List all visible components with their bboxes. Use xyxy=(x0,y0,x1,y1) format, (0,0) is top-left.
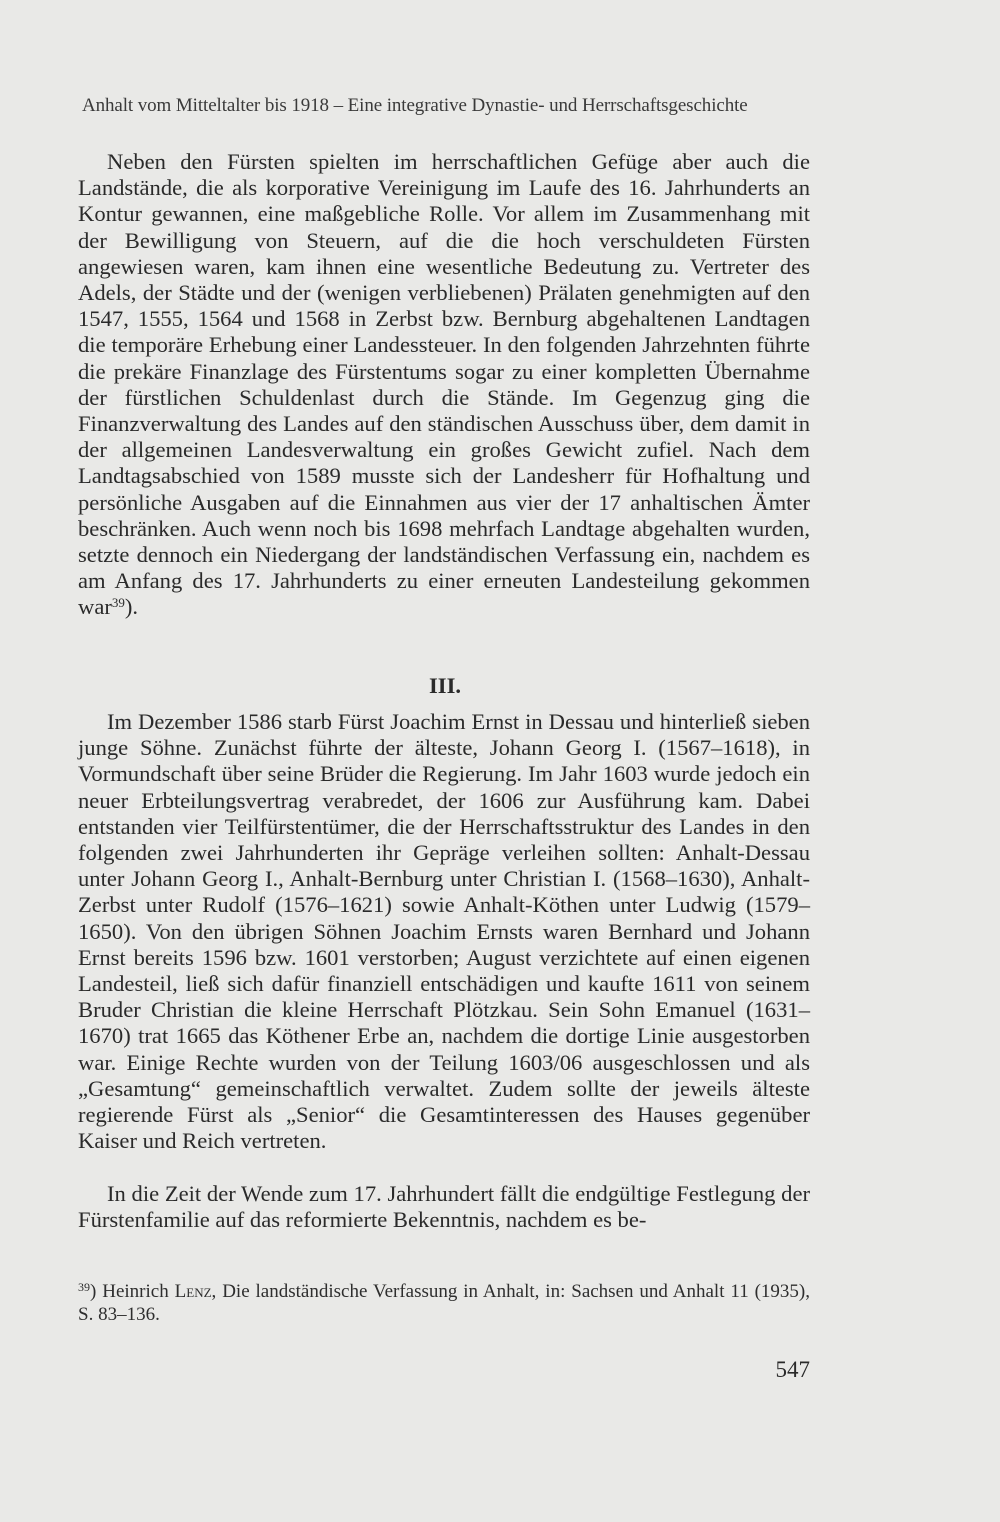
paragraph-text-end: ). xyxy=(124,594,139,620)
paragraph-text: Neben den Fürsten spielten im herrschaftlichen Gefüge aber auch die Landstände, die als korporative Vereinigung im Laufe des 16. Jahrhunderts an Kontur gewannen, eine maßgebliche Rolle. Vor allem im Zusammenhang mit der Bewilligung von Steuern, auf die die hoch verschuldeten Fürsten angewiesen waren, kam ihnen eine wesentliche Bedeutung zu. Vertreter des Adels, der Städte und der (wenigen verbliebenen) Prälaten genehmigten auf den 1547, 1555, 1564 und 1568 in Zerbst bzw. Bernburg abgehaltenen Landtagen die temporäre Erhebung einer Landessteuer. In den folgenden Jahrzehnten führte die prekäre Finanzlage des Fürstentums sogar zu einer kompletten Übernahme der fürstlichen Schuldenlast durch die Stände. Im Gegenzug ging die Finanzverwaltung des Landes auf den ständischen Ausschuss über, dem damit in der allgemeinen Landesverwaltung ein großes Gewicht zufiel. Nach dem Landtagsabschied von 1589 musste sich der Landesherr für Hofhaltung und persönliche Ausgaben auf die Einnahmen aus vier der 17 anhaltischen Ämter beschränken. Auch wenn noch bis 1698 mehrfach Landtage abgehalten wurden, setzte dennoch ein Niedergang der landständischen Verfassung ein, nachdem es am Anfang des 17. Jahrhunderts zu einer erneuten Landesteilung gekommen war xyxy=(78,149,810,620)
footnote-author-last: Lenz xyxy=(174,1281,212,1302)
page-number: 547 xyxy=(775,1357,810,1382)
footnote-text: , Die landständische Verfassung in Anhalt, in: Sachsen und Anhalt 11 (1935), S. 83–136. xyxy=(78,1281,811,1325)
body-paragraph: Im Dezember 1586 starb Fürst Joachim Ernst in Dessau und hinterließ sieben junge Söhne. Zunächst führte der älteste, Johann Georg I. (1567–1618), in Vormundschaft über seine Brüder die Regierung. Im Jahr 1603 wurde jedoch ein neuer Erbteilungsvertrag verabredet, der 1606 zur Ausführung kam. Dabei entstanden vier Teilfürstentümer, die der Herrschaftsstruktur des Landes in den folgenden zwei Jahrhunderten ihr Gepräge verleihen sollten: Anhalt-Dessau unter Johann Georg I., Anhalt-Bernburg unter Christian I. (1568–1630), Anhalt-Zerbst unter Rudolf (1576–1621) sowie Anhalt-Köthen unter Ludwig (1579–1650). Von den übrigen Söhnen Joachim Ernsts waren Bernhard und Johann Ernst bereits 1596 bzw. 1601 verstorben; August verzichtete auf einen eigenen Landesteil, ließ sich dafür finanziell entschädigen und kaufte 1611 von seinem Bruder Christian die kleine Herrschaft Plötzkau. Sein Sohn Emanuel (1631–1670) trat 1665 das Köthener Erbe an, nachdem die dortige Linie ausgestorben war. Einige Rechte wurden von der Teilung 1603/06 ausgeschlossen und als „Gesamtung“ gemeinschaftlich verwaltet. Zudem sollte der jeweils älteste regierende Fürst als „Senior“ die Gesamtinteressen des Hauses gegenüber Kaiser und Reich vertreten. xyxy=(78,709,810,1154)
running-head: Anhalt vom Mitteltalter bis 1918 – Eine integrative Dynastie- und Herrschaftsgeschichte xyxy=(82,95,748,116)
footnote xyxy=(78,1280,810,1326)
footnote-mark: 39 xyxy=(78,1280,90,1294)
body-paragraph: In die Zeit der Wende zum 17. Jahrhundert fällt die endgültige Festlegung der Fürstenfamilie auf das reformierte Bekenntnis, nachdem es be- xyxy=(78,1181,810,1233)
footnote-paren: ) xyxy=(90,1281,103,1302)
section-heading: III. xyxy=(428,673,462,698)
footnote-reference: 39 xyxy=(111,595,125,611)
footnote-author-first: Heinrich xyxy=(102,1281,175,1302)
body-paragraph xyxy=(78,149,810,621)
